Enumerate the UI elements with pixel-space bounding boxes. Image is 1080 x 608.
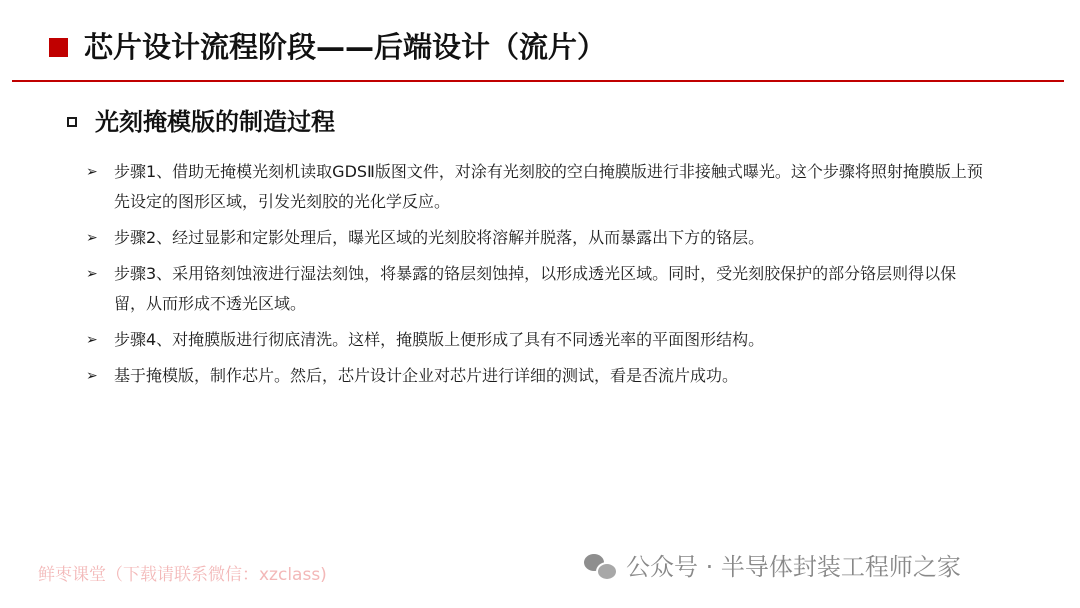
arrow-bullet-icon: ➢ — [86, 332, 98, 348]
bullet-text: 步骤3、采用铬刻蚀液进行湿法刻蚀，将暴露的铬层刻蚀掉，以形成透光区域。同时，受光刻胶保护的部分铬层则得以保留，从而形成不透光区域。 — [114, 264, 957, 313]
footer-watermark-text: 鲜枣课堂（下载请联系微信：xzclass) — [38, 565, 327, 585]
wechat-account-name: 公众号 · 半导体封装工程师之家 — [626, 553, 961, 581]
bullet-text: 步骤2、经过显影和定影处理后，曝光区域的光刻胶将溶解并脱落，从而暴露出下方的铬层。 — [114, 228, 765, 247]
arrow-bullet-icon: ➢ — [86, 230, 98, 246]
bullet-text: 步骤4、对掩膜版进行彻底清洗。这样，掩膜版上便形成了具有不同透光率的平面图形结构。 — [114, 330, 765, 349]
bullet-item — [86, 157, 986, 217]
wechat-icon — [584, 552, 618, 582]
title-divider — [12, 80, 1064, 82]
section-subtitle: 光刻掩模版的制造过程 — [95, 108, 335, 136]
slide-title: 芯片设计流程阶段——后端设计（流片） — [84, 30, 607, 64]
bullet-text: 步骤1、借助无掩模光刻机读取GDSⅡ版图文件，对涂有光刻胶的空白掩膜版进行非接触式曝光。这个步骤将照射掩膜版上预先设定的图形区域，引发光刻胶的光化学反应。 — [114, 162, 983, 211]
bullet-item — [86, 361, 986, 391]
bullet-list — [86, 157, 986, 397]
arrow-bullet-icon: ➢ — [86, 164, 98, 180]
arrow-bullet-icon: ➢ — [86, 368, 98, 384]
footer-wechat-brand — [584, 549, 961, 585]
bullet-item — [86, 259, 986, 319]
title-marker-square — [49, 38, 68, 57]
bullet-item — [86, 325, 986, 355]
bullet-text: 基于掩模版，制作芯片。然后，芯片设计企业对芯片进行详细的测试，看是否流片成功。 — [114, 366, 739, 385]
bullet-item — [86, 223, 986, 253]
arrow-bullet-icon: ➢ — [86, 266, 98, 282]
subtitle-checkbox-icon — [67, 117, 77, 127]
